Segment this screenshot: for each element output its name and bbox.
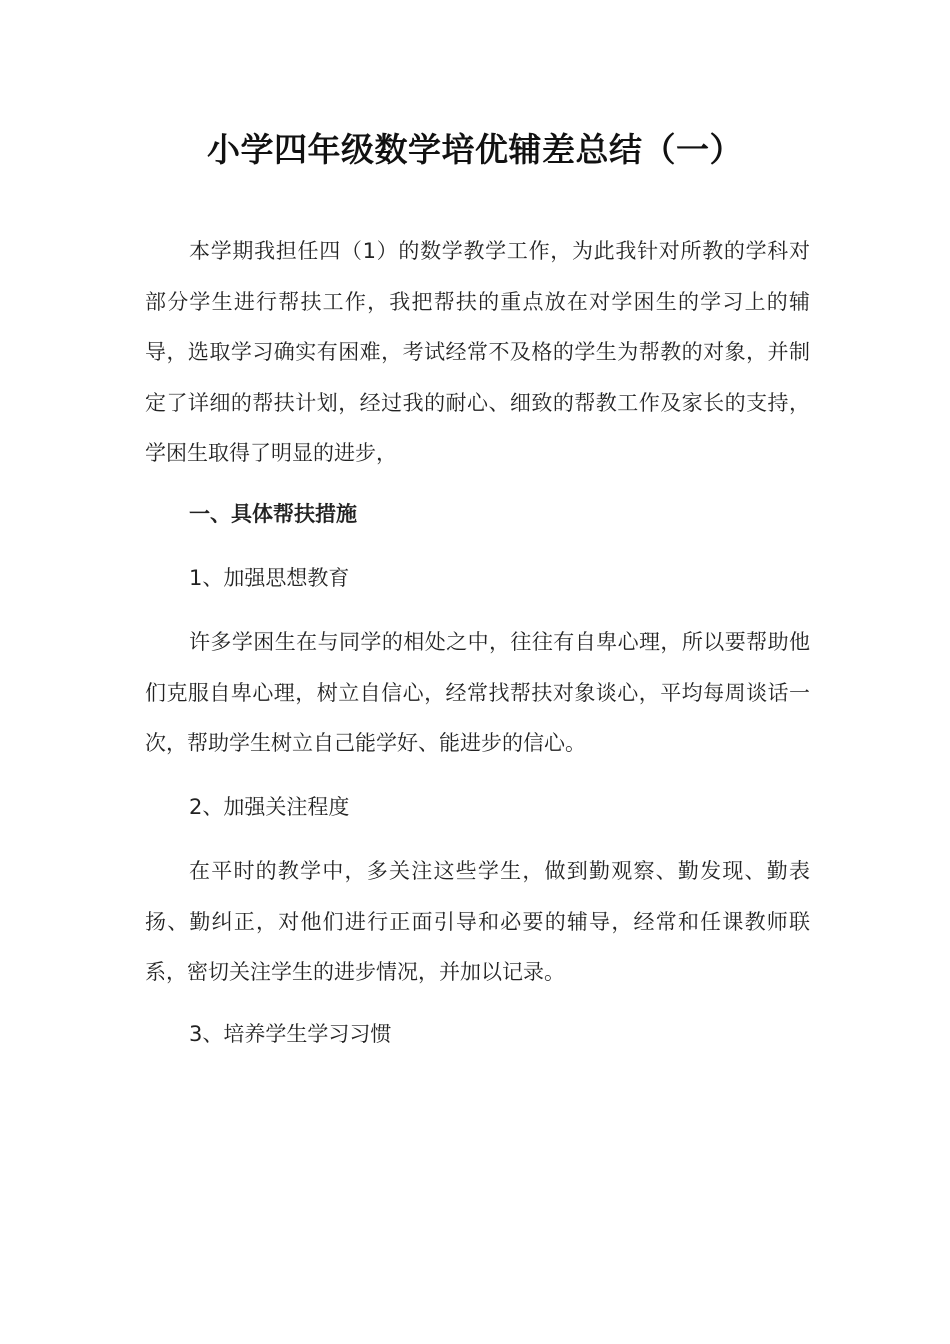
item-2-paragraph-block	[145, 846, 810, 998]
item-1-heading: 1、加强思想教育	[189, 566, 350, 590]
item-2-heading: 2、加强关注程度	[189, 795, 350, 819]
intro-paragraph-block	[145, 226, 810, 479]
item-3-heading-block	[145, 1009, 810, 1060]
section-heading: 一、具体帮扶措施	[189, 502, 357, 526]
section-heading-block	[145, 489, 810, 540]
document-title: 小学四年级数学培优辅差总结（一）	[207, 130, 743, 169]
item-1-paragraph-block	[145, 617, 810, 769]
item-2-paragraph: 在平时的教学中，多关注这些学生，做到勤观察、勤发现、勤表扬、勤纠正，对他们进行正面引导和必要的辅导，经常和任课教师联系，密切关注学生的进步情况，并加以记录。	[145, 859, 810, 984]
item-1-paragraph: 许多学困生在与同学的相处之中，往往有自卑心理，所以要帮助他们克服自卑心理，树立自信心，经常找帮扶对象谈心，平均每周谈话一次，帮助学生树立自己能学好、能进步的信心。	[145, 630, 810, 755]
item-2-heading-block	[145, 782, 810, 833]
item-3-heading: 3、培养学生学习习惯	[189, 1022, 392, 1046]
item-1-heading-block	[145, 553, 810, 604]
intro-paragraph: 本学期我担任四（1）的数学教学工作，为此我针对所教的学科对部分学生进行帮扶工作，我把帮扶的重点放在对学困生的学习上的辅导，选取学习确实有困难，考试经常不及格的学生为帮教的对象，并制定了详细的帮扶计划，经过我的耐心、细致的帮教工作及家长的支持，学困生取得了明显的进步，	[145, 239, 810, 465]
